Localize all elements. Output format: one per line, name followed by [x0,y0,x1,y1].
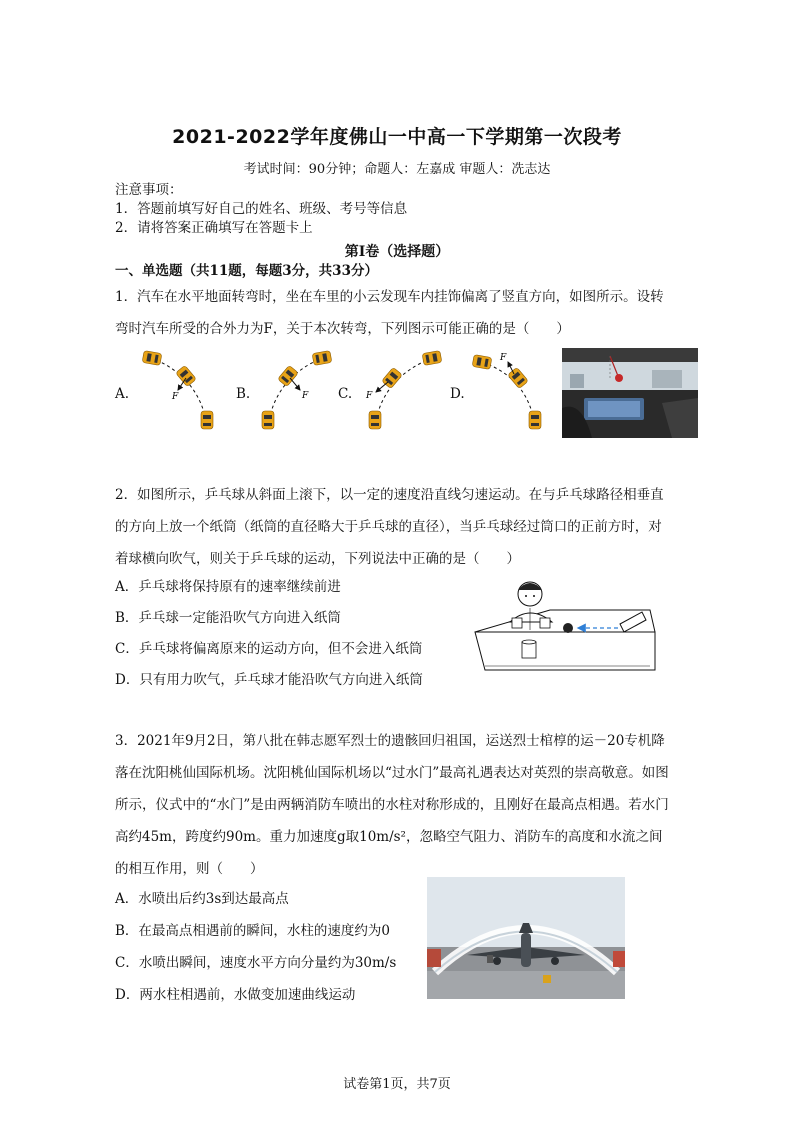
force-label-a: F [172,392,179,402]
q1-option-d-label: D. [450,386,465,402]
part-heading: 一、单选题（共11题，每题3分，共33分） [115,263,378,279]
q2-stem [115,479,664,575]
force-label-d: F [500,353,507,363]
notes-heading: 注意事项： [115,182,183,198]
water-gate-photo [427,877,625,999]
q2-option-b[interactable]: B．乒乓球一定能沿吹气方向进入纸筒 [115,610,341,626]
q3-stem [115,725,669,885]
q2-line-1: 2．如图所示，乒乓球从斜面上滚下，以一定的速度沿直线匀速运动。在与乒乓球路径相垂直 [115,487,664,503]
q1-stem [115,281,664,345]
q2-option-c[interactable]: C．乒乓球将偏离原来的运动方向，但不会进入纸筒 [115,641,423,657]
pingpong-diagram [470,580,660,672]
q3-line-4: 高约45m，跨度约90m。重力加速度g取10m/s²，忽略空气阻力、消防车的高度和水流之间 [115,829,663,845]
q1-option-a-label: A. [115,386,130,402]
q1-option-c-label: C. [338,386,353,402]
q3-line-3: 所示，仪式中的“水门”是由两辆消防车喷出的水柱对称形成的，且刚好在最高点相遇。若水门 [115,797,669,813]
q2-line-3: 着球横向吹气，则关于乒乓球的运动，下列说法中正确的是（ ） [115,551,520,567]
q2-option-a[interactable]: A．乒乓球将保持原有的速率继续前进 [115,579,341,595]
q3-line-2: 落在沈阳桃仙国际机场。沈阳桃仙国际机场以“过水门”最高礼遇表达对英烈的崇高敬意。如图 [115,765,669,781]
section-title: 第I卷（选择题） [344,244,450,260]
q1-diagram-d [472,353,541,429]
q1-diagram-a [142,351,213,429]
q1-line-2: 弯时汽车所受的合外力为F，关于本次转弯，下列图示可能正确的是（ ） [115,321,570,337]
q2-line-2: 的方向上放一个纸筒（纸筒的直径略大于乒乓球的直径），当乒乓球经过筒口的正前方时，对 [115,519,662,535]
q2-option-d[interactable]: D．只有用力吹气，乒乓球才能沿吹气方向进入纸筒 [115,672,423,688]
q1-turn-diagrams [130,348,570,438]
notes-item-2: 2．请将答案正确填写在答题卡上 [115,220,313,236]
q3-line-1: 3．2021年9月2日，第八批在韩志愿军烈士的遗骸回归祖国，运送烈士棺椁的运－20专机降 [115,733,665,749]
q3-option-c[interactable]: C．水喷出瞬间，速度水平方向分量约为30m/s [115,955,397,971]
q3-line-5: 的相互作用，则（ ） [115,861,264,877]
exam-meta: 考试时间：90分钟；命题人：左嘉成 审题人：冼志达 [243,162,551,177]
q3-option-a[interactable]: A．水喷出后约3s到达最高点 [115,891,289,907]
q1-diagram-c [365,351,442,429]
page-title: 2021-2022学年度佛山一中高一下学期第一次段考 [172,126,622,148]
q1-line-1: 1．汽车在水平地面转弯时，坐在车里的小云发现车内挂饰偏离了竖直方向，如图所示。设转 [115,289,664,305]
force-label-c: F [366,391,373,401]
car-interior-photo [562,348,698,438]
q3-option-d[interactable]: D．两水柱相遇前，水做变加速曲线运动 [115,987,356,1003]
q3-option-b[interactable]: B．在最高点相遇前的瞬间，水柱的速度约为0 [115,923,391,939]
q1-option-b-label: B. [236,386,251,402]
q1-diagram-b [262,351,332,429]
force-label-b: F [302,391,309,401]
notes-item-1: 1．答题前填写好自己的姓名、班级、考号等信息 [115,201,408,217]
page-footer: 试卷第1页，共7页 [343,1077,451,1092]
